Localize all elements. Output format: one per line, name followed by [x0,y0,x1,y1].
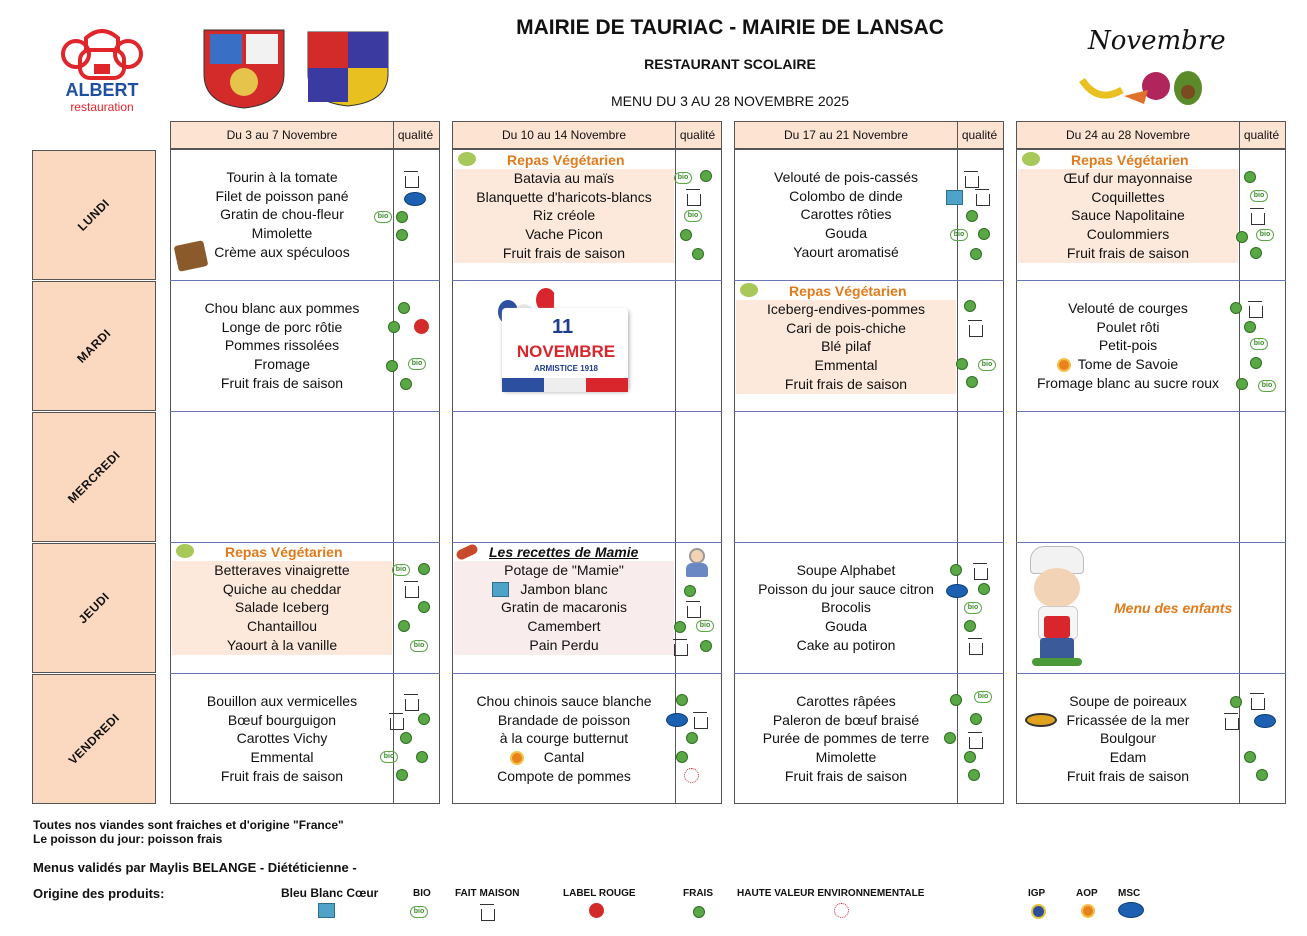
frais-icon [396,211,408,223]
menu-item: Pommes rissolées [224,337,340,354]
menu-item: Bœuf bourguigon [227,711,337,728]
armistice-day: 11 [552,316,574,338]
menu-w3-mardi [736,300,956,394]
menu-item: Coulommiers [1086,226,1170,243]
frais-icon [386,360,398,372]
label-rouge-icon [414,319,429,334]
menu-item: Pain Perdu [529,636,599,653]
fait-maison-icon [687,194,701,206]
menu-w1-mardi [172,299,392,393]
frais-icon [1236,231,1248,243]
frais-icon [418,563,430,575]
day-label-jeudi [32,543,156,673]
page-title: MAIRIE DE TAURIAC - MAIRIE DE LANSAC [516,16,944,39]
frais-icon [978,583,990,595]
armistice-caption: ARMISTICE 1918 [533,364,599,373]
msc-icon [404,192,426,206]
frais-icon [1230,302,1242,314]
frais-icon [398,620,410,632]
menu-item: Coquillettes [1091,188,1165,205]
week-header-1 [170,121,440,149]
menu-item: Mimolette [251,225,313,242]
frais-icon [400,378,412,390]
week-label: Du 17 au 21 Novembre [735,122,958,148]
bio-icon: bio [408,358,426,370]
armistice-card [494,286,634,396]
day-text: JEUDI [75,589,113,627]
menu-item: Yaourt aromatisé [793,243,899,260]
fait-maison-icon [694,717,708,729]
frais-icon [1250,247,1262,259]
menu-item: Velouté de courges [1068,300,1188,316]
chef-hat-icon [56,24,148,84]
month-label: Novembre [1088,26,1226,56]
menu-item: Camembert [527,618,601,635]
menu-item: Quiche au cheddar [222,580,342,597]
quality-header: qualité [1243,128,1280,142]
frais-icon [970,248,982,260]
bio-icon: bio [674,172,692,184]
frais-icon [950,694,962,706]
frais-icon [416,751,428,763]
frais-icon [692,248,704,260]
menu-item: Potage de "Mamie" [504,562,624,578]
bio-icon: bio [1250,190,1268,202]
igp-icon [1031,904,1046,919]
vegetarian-title: Repas Végétarien [789,283,907,299]
frais-icon [418,601,430,613]
menu-item: Carottes râpées [796,693,896,709]
vegetarian-title: Repas Végétarien [507,152,625,168]
week-label: Du 10 au 14 Novembre [453,122,676,148]
menu-w2-vendredi [454,692,674,786]
menu-item: Fromage [253,356,311,373]
fait-maison-icon [1251,213,1265,225]
lansac-coat-of-arms [306,30,390,113]
fait-maison-icon [405,586,419,598]
frais-icon [966,210,978,222]
menu-item: Fruit frais de saison [784,767,908,784]
menu-item: Cari de pois-chiche [786,319,906,336]
menu-item: Fricassée de la mer [1066,711,1190,728]
frais-icon [676,694,688,706]
frais-icon [1236,378,1248,390]
footer-fish-note: Le poisson du jour: poisson frais [33,832,223,846]
frais-icon [693,906,705,918]
vegetarian-icon [176,544,194,558]
grandma-icon [684,548,710,578]
vegetables-icon [1078,60,1218,110]
menu-item: Brocolis [821,599,871,616]
menu-item: Fruit frais de saison [784,375,908,392]
fait-maison-icon [969,737,983,749]
menu-item: Iceberg-endives-pommes [767,301,925,317]
tauriac-coat-of-arms [202,28,286,115]
fait-maison-icon [969,325,983,337]
frais-icon [396,229,408,241]
brand-subtitle: restauration [70,100,134,114]
menu-item: Carottes Vichy [236,730,328,747]
day-text: MARDI [74,326,114,366]
menu-item: Longe de porc rôtie [221,318,343,335]
day-label-mercredi [32,412,156,542]
frais-icon [684,585,696,597]
frais-icon [398,302,410,314]
frais-icon [1230,696,1242,708]
day-text: MERCREDI [64,448,123,506]
menu-w1-jeudi [172,561,392,655]
menu-item: Tourin à la tomate [226,169,338,185]
menu-item: Œuf dur mayonnaise [1063,170,1193,186]
menu-item: Tome de Savoie [1077,356,1179,373]
bleu-blanc-coeur-icon [946,190,963,205]
kids-menu-title: Menu des enfants [1114,600,1233,616]
frais-icon [966,376,978,388]
day-label-mardi [32,281,156,411]
frais-icon [968,769,980,781]
frais-icon [396,769,408,781]
frais-icon [700,640,712,652]
menu-item: Poisson du jour sauce citron [758,580,934,597]
menu-item: Chou blanc aux pommes [204,300,360,316]
vegetarian-icon [458,152,476,166]
vegetarian-title: Repas Végétarien [1071,152,1189,168]
menu-item: Fromage blanc au sucre roux [1036,374,1220,391]
bio-icon: bio [978,359,996,371]
menu-item: Soupe Alphabet [796,562,896,578]
menu-item: Riz créole [532,207,596,224]
fait-maison-icon [1249,306,1263,318]
bio-icon: bio [392,564,410,576]
page-subtitle: RESTAURANT SCOLAIRE [644,56,816,72]
frais-icon [944,732,956,744]
vegetarian-icon [740,283,758,297]
hve-icon [684,768,699,783]
menu-item: Compote de pommes [497,767,631,784]
frais-icon [400,732,412,744]
legend-fait-maison: FAIT MAISON [455,888,520,899]
menu-item: Jambon blanc [520,580,608,597]
menu-w1-vendredi [172,692,392,786]
menu-item: Emmental [814,357,878,374]
legend-msc: MSC [1118,888,1141,899]
november-illustration [1078,22,1226,104]
legend-igp: IGP [1028,888,1046,899]
day-label-vendredi [32,674,156,804]
bio-icon: bio [410,906,428,918]
msc-icon [946,584,968,598]
msc-icon [1118,902,1144,918]
menu-item: Gouda [824,225,868,242]
fait-maison-icon [965,176,979,188]
frais-icon [388,321,400,333]
quality-header: qualité [397,128,434,142]
albert-logo [56,24,148,116]
frais-icon [964,300,976,312]
frais-icon [956,358,968,370]
legend-hve: HAUTE VALEUR ENVIRONNEMENTALE [737,888,925,899]
day-text: VENDREDI [65,710,123,768]
menu-item: Mimolette [815,749,877,766]
menu-item: Emmental [250,749,314,766]
menu-item: Sauce Napolitaine [1071,207,1185,224]
vegetarian-title: Repas Végétarien [225,544,343,560]
fait-maison-icon [687,606,701,618]
menu-item: Fruit frais de saison [1066,244,1190,261]
mamie-title: Les recettes de Mamie [489,544,639,560]
menu-item: Velouté de pois-cassés [774,169,918,185]
menu-item: Brandade de poisson [497,711,631,728]
menu-w4-vendredi [1018,692,1238,786]
fait-maison-icon [1251,698,1265,710]
frais-icon [964,751,976,763]
frais-icon [1244,321,1256,333]
menu-item: Gouda [824,618,868,635]
menu-period: MENU DU 3 AU 28 NOVEMBRE 2025 [610,93,850,109]
menu-item: Filet de poisson pané [215,187,349,204]
legend-aop: AOP [1076,888,1098,899]
menu-item: Poulet rôti [1096,318,1160,335]
quality-header: qualité [679,128,716,142]
menu-item: Cake au potiron [796,636,896,653]
frais-icon [970,713,982,725]
brand-name: ALBERT [65,80,139,100]
menu-w3-vendredi [736,692,956,786]
fait-maison-icon [976,194,990,206]
menu-item: Bouillon aux vermicelles [206,693,358,709]
frais-icon [700,170,712,182]
bio-icon: bio [1258,380,1276,392]
aop-icon [1057,358,1071,372]
fait-maison-icon [674,644,688,656]
menu-item: Cantal [543,749,585,766]
menu-item: Batavia au maïs [513,170,615,186]
frais-icon [1250,357,1262,369]
quality-header: qualité [961,128,998,142]
frais-icon [674,621,686,633]
menu-w4-mardi [1018,299,1238,393]
menu-w3-lundi [736,168,956,262]
footer-meat-origin: Toutes nos viandes sont fraiches et d'origine "France" [33,818,344,832]
frais-icon [978,228,990,240]
footer-origin-label: Origine des produits: [33,886,165,901]
bleu-blanc-coeur-icon [492,582,509,597]
menu-item: Yaourt à la vanille [226,636,338,653]
bio-icon: bio [1256,229,1274,241]
menu-item: Colombo de dinde [789,187,903,204]
week-header-3 [734,121,1004,149]
menu-item: Salade Iceberg [234,599,330,616]
menu-item: Fruit frais de saison [1066,767,1190,784]
bio-icon: bio [374,211,392,223]
menu-item: Purée de pommes de terre [762,730,930,747]
menu-w2-jeudi [454,561,674,655]
menu-item: à la courge butternut [499,730,629,747]
paella-icon [1025,713,1057,727]
legend-bleu-blanc-coeur: Bleu Blanc Cœur [281,886,379,900]
menu-item: Soupe de poireaux [1069,693,1187,709]
frais-icon [950,564,962,576]
bio-icon: bio [950,229,968,241]
menu-item: Petit-pois [1098,337,1158,354]
bleu-blanc-coeur-icon [318,903,335,918]
menu-w2-lundi [454,169,674,263]
bio-icon: bio [696,620,714,632]
armistice-month: NOVEMBRE [516,342,616,361]
menu-item: Edam [1109,749,1147,766]
menu-item: Fruit frais de saison [220,767,344,784]
menu-item: Blé pilaf [821,338,871,355]
bio-icon: bio [684,210,702,222]
menu-item: Betteraves vinaigrette [214,562,350,578]
hve-icon [834,903,849,918]
frais-icon [1244,751,1256,763]
menu-w4-lundi [1018,169,1238,263]
bio-icon: bio [410,640,428,652]
menu-item: Chou chinois sauce blanche [476,693,652,709]
fait-maison-icon [969,643,983,655]
frais-icon [964,620,976,632]
menu-w3-jeudi [736,561,956,655]
msc-icon [666,713,688,727]
aop-icon [510,751,524,765]
label-rouge-icon [589,903,604,918]
vegetarian-icon [1022,152,1040,166]
fait-maison-icon [481,909,495,921]
frais-icon [1244,171,1256,183]
menu-item: Gratin de chou-fleur [220,206,344,223]
frais-icon [676,751,688,763]
menu-item: Boulgour [1099,730,1157,747]
bio-icon: bio [380,751,398,763]
week-header-2 [452,121,722,149]
week-label: Du 24 au 28 Novembre [1017,122,1240,148]
fait-maison-icon [405,176,419,188]
fait-maison-icon [390,718,404,730]
msc-icon [1254,714,1276,728]
fait-maison-icon [1225,718,1239,730]
bio-icon: bio [964,602,982,614]
legend-label-rouge: LABEL ROUGE [563,888,636,899]
menu-item: Paleron de bœuf braisé [772,711,920,728]
footer-dietitian: Menus validés par Maylis BELANGE - Diététicienne - [33,860,357,875]
fait-maison-icon [974,568,988,580]
day-label-lundi [32,150,156,280]
legend-bio: BIO [413,888,431,899]
day-text: LUNDI [75,196,113,234]
bio-icon: bio [974,691,992,703]
menu-item: Blanquette d'haricots-blancs [476,188,652,205]
frais-icon [680,229,692,241]
menu-w1-lundi [172,168,392,262]
menu-item: Crème aux spéculoos [214,243,350,260]
week-header-4 [1016,121,1286,149]
menu-item: Vache Picon [525,226,603,243]
frais-icon [418,713,430,725]
fait-maison-icon [405,699,419,711]
menu-item: Chantaillou [246,618,318,635]
frais-icon [686,732,698,744]
frais-icon [1256,769,1268,781]
aop-icon [1081,904,1095,918]
menu-item: Fruit frais de saison [220,374,344,391]
menu-item: Gratin de macaronis [500,599,628,616]
menu-item: Carottes rôties [800,206,892,223]
kid-chef-illustration [1024,546,1094,668]
week-label: Du 3 au 7 Novembre [171,122,394,148]
menu-item: Fruit frais de saison [502,244,626,261]
legend-frais: FRAIS [683,888,713,899]
bio-icon: bio [1250,338,1268,350]
